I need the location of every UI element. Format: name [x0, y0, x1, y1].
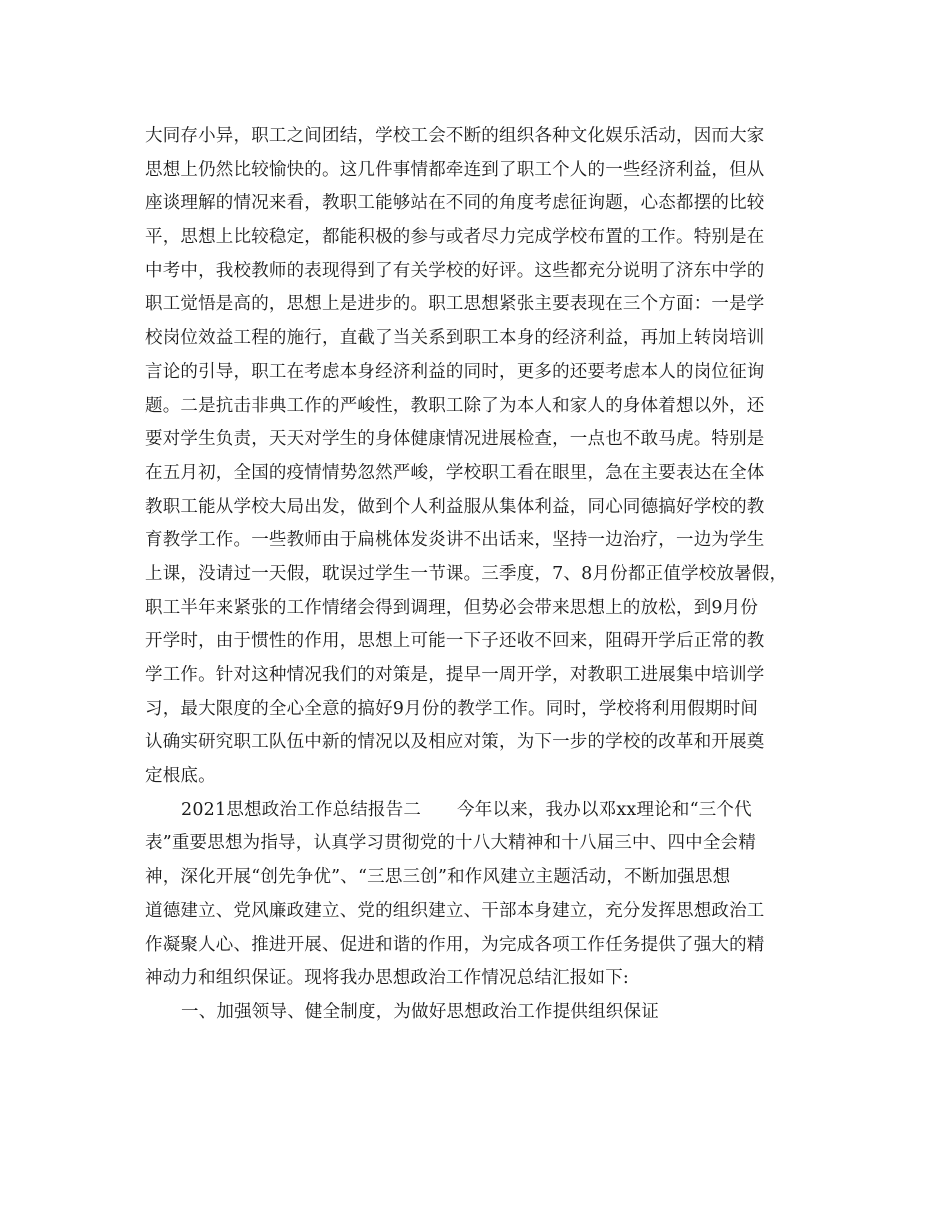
- text-line: 校岗位效益工程的施行，直截了当关系到职工本身的经济利益，再加上转岗培训: [145, 328, 765, 349]
- text-line: 学工作。针对这种情况我们的对策是，提早一周开学，对教职工进展集中培训学: [145, 665, 765, 685]
- text-line: 育教学工作。一些教师由于扁桃体发炎讲不出话来，坚持一边治疗，一边为学生: [145, 530, 765, 551]
- text-line: 座谈理解的情况来看，教职工能够站在不同的角度考虑征询题，心态都摆的比较: [145, 193, 765, 214]
- text-line: 职工觉悟是高的，思想上是进步的。职工思想紧张主要表现在三个方面：一是学: [145, 294, 765, 315]
- text-line: 开学时，由于惯性的作用，思想上可能一下子还收不回来，阻碍开学后正常的教: [145, 631, 765, 652]
- text-line: 要对学生负责，天天对学生的身体健康情况进展检查，一点也不敢马虎。特别是: [145, 429, 765, 450]
- text-line: 题。二是抗击非典工作的严峻性，教职工除了为本人和家人的身体着想以外，还: [145, 395, 765, 416]
- text-line: 表”重要思想为指导，认真学习贯彻党的十八大精神和十八届三中、四中全会精: [145, 833, 756, 854]
- text-line: 在五月初，全国的疫情情势忽然严峻，学校职工看在眼里，急在主要表达在全体: [145, 462, 765, 483]
- text-line: 道德建立、党风廉政建立、党的组织建立、干部本身建立，充分发挥思想政治工: [145, 900, 765, 921]
- document-page: [145, 120, 805, 1030]
- text-line: 习，最大限度的全心全意的搞好9月份的教学工作。同时，学校将利用假期时间: [145, 698, 759, 719]
- text-line: 中考中，我校教师的表现得到了有关学校的好评。这些都充分说明了济东中学的: [145, 260, 765, 281]
- text-line: 作凝聚人心、推进开展、促进和谐的作用，为完成各项工作任务提供了强大的精: [145, 934, 765, 955]
- section-first-line: [145, 794, 805, 828]
- text-line: 平，思想上比较稳定，都能积极的参与或者尽力完成学校布置的工作。特别是在: [145, 227, 765, 248]
- text-line: 教职工能从学校大局出发，做到个人利益服从集体利益，同心同德搞好学校的教: [145, 496, 765, 517]
- heading-1: 一、加强领导、健全制度，为做好思想政治工作提供组织保证: [181, 1001, 659, 1022]
- text-line: 上课，没请过一天假，耽误过学生一节课。三季度，7、8月份都正值学校放暑假，: [145, 563, 788, 584]
- text-line: 认确实研究职工队伍中新的情况以及相应对策，为下一步的学校的改革和开展奠: [145, 732, 765, 753]
- text-line: 大同存小异，职工之间团结，学校工会不断的组织各种文化娱乐活动，因而大家: [145, 126, 765, 146]
- section-intro: 今年以来，我办以邓xx理论和“三个代: [457, 799, 752, 820]
- section-title: 2021思想政治工作总结报告二: [181, 799, 422, 820]
- text-line: 言论的引导，职工在考虑本身经济利益的同时，更多的还要考虑本人的岗位征询: [145, 361, 765, 382]
- text-line: 思想上仍然比较愉快的。这几件事情都牵连到了职工个人的一些经济利益，但从: [145, 159, 765, 180]
- text-line: 职工半年来紧张的工作情绪会得到调理，但势必会带来思想上的放松，到9月份: [145, 597, 759, 618]
- text-line: 神，深化开展“创先争优”、“三思三创”和作风建立主题活动，不断加强思想: [145, 867, 731, 888]
- text-line: 神动力和组织保证。现将我办思想政治工作情况总结汇报如下:: [145, 968, 629, 989]
- text-line: 定根底。: [145, 766, 216, 787]
